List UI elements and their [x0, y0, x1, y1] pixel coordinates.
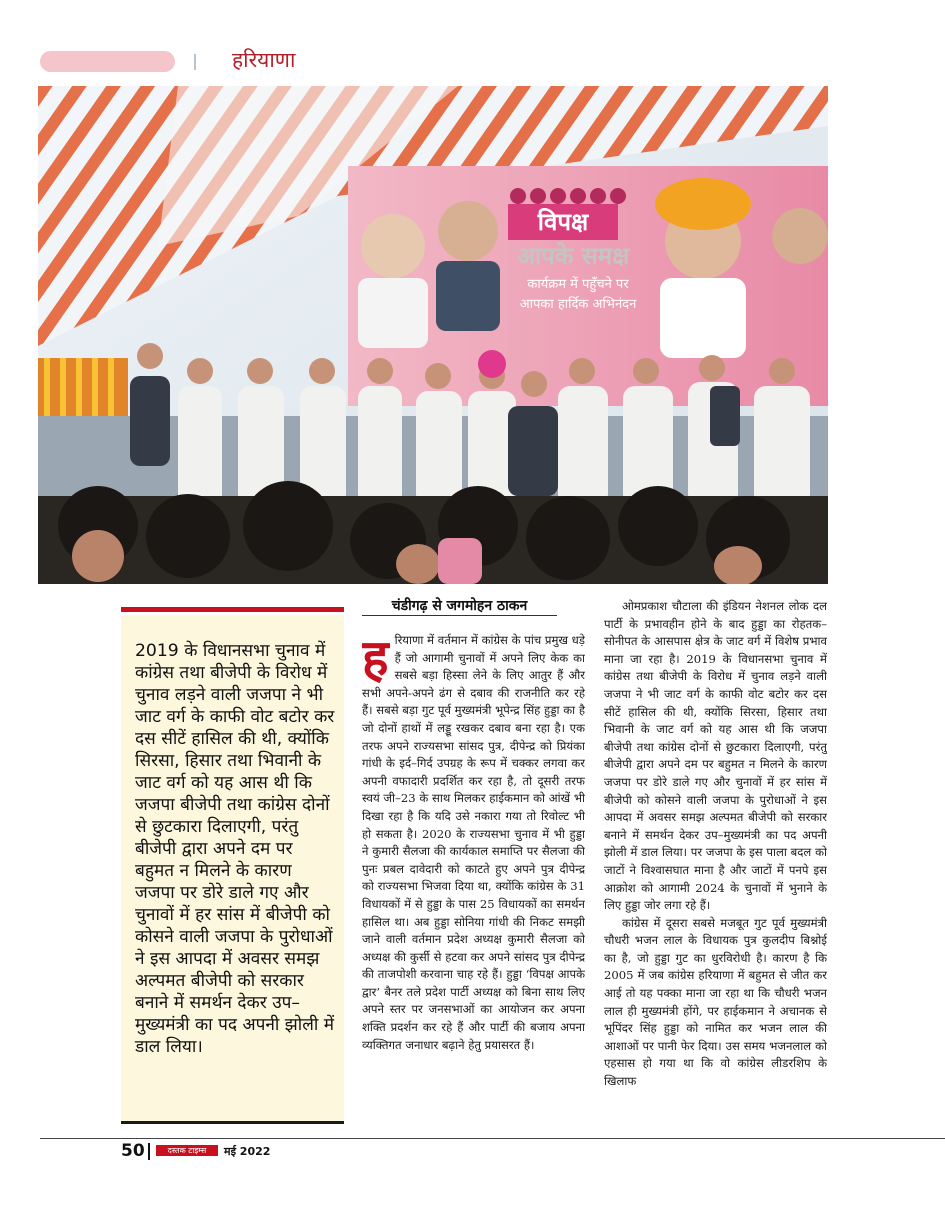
byline-rule [362, 615, 557, 616]
section-title: हरियाणा [232, 48, 296, 72]
banner-line-1: कार्यक्रम में पहुँचने पर [527, 277, 629, 292]
banner-line-2: आपका हार्दिक अभिनंदन [519, 297, 637, 312]
footer-rule [40, 1138, 945, 1139]
page-number: 50 [121, 1141, 145, 1161]
pull-quote-bottom-rule [121, 1121, 344, 1124]
article-byline: चंडीगढ़ से जगमोहन ठाकन [391, 598, 528, 614]
drop-cap: ह [362, 632, 389, 687]
article-column-1 [362, 632, 585, 1127]
event-photo [38, 86, 828, 584]
article-paragraph: ओमप्रकाश चौटाला की इंडियन नेशनल लोक दल पार्टी के प्रभावहीन होने के बाद हुड्डा का रोहतक–सोनीपत के आसपास क्षेत्र के जाट वर्ग में विशेष प्रभाव माना जा रहा है। 2019 के विधानसभा चुनाव में कांग्रेस तथा बीजेपी के विरोध में चुनाव लड़ने वाली जजपा ने भी जाट वर्ग के काफी वोट बटोर कर दस सीटें हासिल की थी, क्योंकि सिरसा, हिसार तथा भिवानी के जाट वर्ग को यह आस थी कि जजपा बीजेपी तथा कांग्रेस दोनों से छुटकारा दिलाएगी, परंतु बीजेपी द्वारा अपने दम पर बहुमत न मिलने के कारण जजपा पर डोरे डाले गए और चुनावों में हर सांस में बीजेपी को कोसने वाली जजपा के पुरोधाओं ने इस आपदा में अवसर समझ अल्पमत बीजेपी को सरकार बनाने में समर्थन देकर उप–मुख्यमंत्री का पद अपनी झोली में डाल लिया। पर जजपा के इस पाला बदल को जाटों ने विश्वासघात माना है और जाटों में पनपे इस आक्रोश को आगामी 2024 के चुनावों में भुनाने के लिए हुड्डा जोर लगा रहे हैं। [604, 599, 827, 913]
magazine-logo: दस्तक टाइम्स [156, 1145, 218, 1156]
banner-title: विपक्ष [537, 208, 589, 236]
footer-divider [148, 1143, 150, 1160]
section-pill [40, 51, 175, 72]
issue-date: मई 2022 [224, 1145, 271, 1158]
article-paragraph: कांग्रेस में दूसरा सबसे मजबूत गुट पूर्व मुख्यमंत्री चौधरी भजन लाल के विधायक पुत्र कुलदीप बिश्नोई का है, जो हुड्डा गुट का धुरविरोधी है। कारण है कि 2005 में जब कांग्रेस हरियाणा में बहुमत से जीत कर आई तो यह पक्का माना जा रहा था कि चौधरी भजन लाल ही मुख्यमंत्री होंगे, पर हाईकमान ने अचानक से भूपिंदर सिंह हुड्डा को नामित कर भजन लाल की आशाओं पर पानी फेर दिया। उस समय भजनलाल को एहसास हो गया था कि वो कांग्रेस लीडरशिप के खिलाफ [604, 915, 827, 1089]
pull-quote-top-rule [121, 607, 344, 612]
pull-quote-text: 2019 के विधानसभा चुनाव में कांग्रेस तथा बीजेपी के विरोध में चुनाव लड़ने वाली जजपा ने भी जाट वर्ग के काफी वोट बटोर कर दस सीटें हासिल की थी, क्योंकि सिरसा, हिसार तथा भिवानी के जाट वर्ग को यह आस थी कि जजपा बीजेपी तथा कांग्रेस दोनों से छुटकारा दिलाएगी, परंतु बीजेपी द्वारा अपने दम पर बहुमत न मिलने के कारण जजपा पर डोरे डाले गए और चुनावों में हर सांस में बीजेपी को कोसने वाली जजपा के पुरोधाओं ने इस आपदा में अवसर समझ अल्पमत बीजेपी को सरकार बनाने में समर्थन देकर उप–मुख्यमंत्री का पद अपनी झोली में डाल लिया। [135, 641, 335, 1057]
article-column-2 [604, 598, 827, 1128]
section-divider [194, 54, 196, 70]
banner-subtitle: आपके समक्ष [516, 242, 630, 270]
article-paragraph: रियाणा में वर्तमान में कांग्रेस के पांच प्रमुख धड़े हैं जो आगामी चुनावों में अपने लिए केक का सबसे बड़ा हिस्सा लेने के लिए आतुर हैं और सभी अपने-अपने ढंग से दबाव की राजनीति कर रहे हैं। सबसे बड़ा गुट पूर्व मुख्यमंत्री भूपेन्द्र सिंह हुड्डा का है जो दोनों हाथों में लड्डू रखकर दबाव बना रहा है। एक तरफ अपने राज्यसभा सांसद पुत्र, दीपेन्द्र को प्रियंका गांधी के इर्द–गिर्द उपग्रह के रूप में चक्कर लगवा कर अपनी वफादारी प्रदर्शित कर रहा है, तो दूसरी तरफ स्वयं जी–23 के साथ मिलकर हाईकमान को आंखें भी दिखा रहा है कि यदि उसे नकारा गया तो रिवोल्ट भी हो सकता है। 2020 के राज्यसभा चुनाव में भी हुड्डा ने कुमारी सैलजा की कार्यकाल समाप्ति पर सैलजा की पुनः प्रबल दावेदारी को काटते हुए अपने पुत्र दीपेन्द्र को राज्यसभा भिजवा दिया था, क्योंकि कांग्रेस के 31 विधायकों में से हुड्डा के पास 25 विधायकों का समर्थन हासिल था। अब हुड्डा सोनिया गांधी की निकट समझी जाने वाली वर्तमान प्रदेश अध्यक्ष कुमारी सैलजा को अध्यक्ष की कुर्सी से हटवा कर अपने सांसद पुत्र दीपेन्द्र की ताजपोशी करवाना चाह रहे हैं। हुड्डा ‘विपक्ष आपके द्वार’ बैनर तले प्रदेश पार्टी अध्यक्ष को बिना साथ लिए अपने स्तर पर जनसभाओं का आयोजन कर अपना शक्ति प्रदर्शन कर रहे हैं और पार्टी की बजाय अपना व्यक्तिगत जनाधार बढ़ाने हेतु प्रयासरत हैं। [362, 633, 585, 1052]
